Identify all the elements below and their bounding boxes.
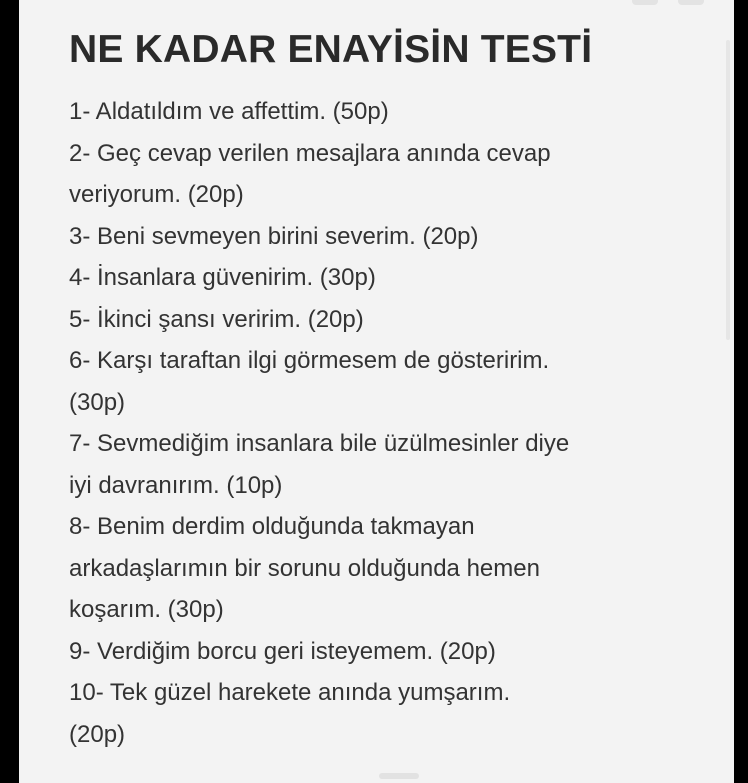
question-line: 9- Verdiğim borcu geri isteyemem. (20p) bbox=[69, 637, 496, 665]
question-line: 5- İkinci şansı veririm. (20p) bbox=[69, 305, 364, 333]
question-line: 4- İnsanlara güvenirim. (30p) bbox=[69, 264, 376, 291]
question-line: veriyorum. (20p) bbox=[69, 181, 244, 208]
bottom-edge-mark bbox=[379, 773, 419, 779]
question-line: 8- Benim derdim olduğunda takmayan bbox=[69, 513, 475, 540]
question-line: 6- Karşı taraftan ilgi görmesem de gösteririm. bbox=[69, 347, 550, 374]
question-list bbox=[69, 91, 719, 755]
top-edge-marks bbox=[584, 0, 704, 10]
question-line: (30p) bbox=[69, 388, 126, 416]
top-edge-mark bbox=[678, 0, 704, 5]
document-sheet bbox=[19, 0, 734, 783]
question-line: 2- Geç cevap verilen mesajlara anında cevap bbox=[69, 139, 551, 167]
question-line: koşarım. (30p) bbox=[69, 596, 224, 623]
question-line: (20p) bbox=[69, 720, 126, 748]
test-title: NE KADAR ENAYİSİN TESTİ bbox=[69, 28, 593, 71]
question-line: arkadaşlarımın bir sorunu olduğunda hemen bbox=[69, 554, 540, 582]
question-line: 10- Tek güzel harekete anında yumşarım. bbox=[69, 679, 511, 706]
question-line: iyi davranırım. (10p) bbox=[69, 471, 283, 499]
question-line: 3- Beni sevmeyen birini severim. (20p) bbox=[69, 222, 479, 250]
question-line: 7- Sevmediğim insanlara bile üzülmesinler diye bbox=[69, 430, 570, 457]
scrollbar[interactable] bbox=[726, 40, 730, 340]
top-edge-mark bbox=[632, 0, 658, 5]
question-line: 1- Aldatıldım ve affettim. (50p) bbox=[69, 98, 389, 125]
